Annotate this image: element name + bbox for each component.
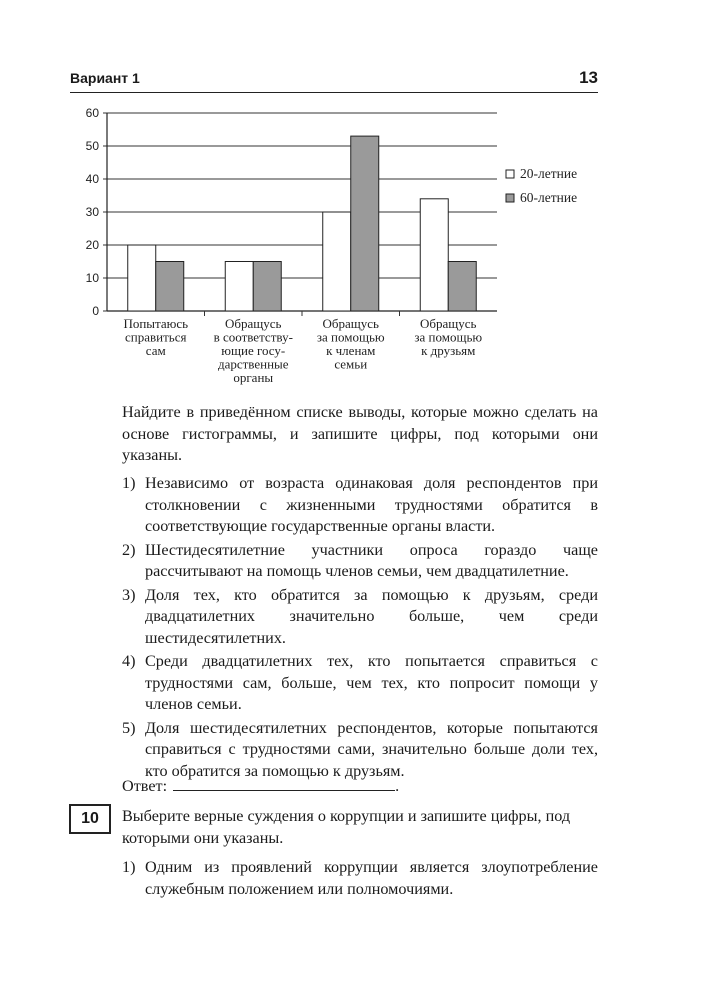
- variant-label: Вариант 1: [70, 70, 140, 86]
- category-label-line: дарственные: [217, 356, 289, 372]
- option-text: Одним из проявлений коррупции является злоупотребление служебным положением или полномочиями.: [145, 858, 598, 898]
- category-label-line: в соответству-: [213, 329, 293, 345]
- answer-row: [122, 774, 399, 796]
- category-label-line: за помощью: [414, 329, 483, 345]
- category-label: [214, 316, 293, 385]
- answer-end: .: [395, 777, 400, 795]
- y-tick-label: 20: [85, 238, 99, 252]
- category-label-line: Обращусь: [420, 316, 477, 331]
- option-text: Доля тех, кто обратится за помощью к друзьям, среди двадцатилетних значительно больше, чем среди шестидесятилетних.: [145, 585, 598, 647]
- legend-label: 60-летние: [520, 190, 578, 205]
- category-label: [123, 316, 188, 358]
- option-text: Среди двадцатилетних тех, кто попытается справиться с трудностями сам, больше, чем тех, кто попросит помощи у членов семьи.: [145, 652, 598, 713]
- y-tick-label: 60: [85, 106, 99, 120]
- category-label: [414, 316, 482, 358]
- category-label-line: семьи: [334, 356, 368, 372]
- category-label-line: за помощью: [316, 329, 385, 345]
- bar-series-20: [323, 212, 351, 311]
- bar-series-60: [253, 262, 281, 312]
- category-label-line: Обращусь: [322, 316, 379, 331]
- option-3: [122, 585, 598, 650]
- y-tick-label: 0: [92, 304, 99, 318]
- option-text: Независимо от возраста одинаковая доля респондентов при столкновении с жизненными трудностями обратится в соответствующие государственные органы власти.: [145, 474, 598, 535]
- legend-swatch: [506, 194, 514, 202]
- legend-swatch: [506, 170, 514, 178]
- bar-series-20: [128, 245, 156, 311]
- y-tick-label: 50: [85, 139, 99, 153]
- page-number: 13: [579, 68, 598, 87]
- question-intro: Найдите в приведённом списке выводы, которые можно сделать на основе гистограммы, и запишите цифры, под которыми они указаны.: [122, 403, 598, 464]
- option-5: [122, 718, 598, 783]
- bar-chart: [60, 100, 600, 400]
- task10-options: [122, 857, 598, 902]
- category-label-line: ющие госу-: [221, 343, 286, 358]
- task-number-box: 10: [69, 804, 111, 834]
- category-label-line: Попытаюсь: [123, 316, 189, 331]
- option-number: 4): [122, 652, 136, 670]
- option-1: [122, 473, 598, 538]
- answer-line[interactable]: [173, 774, 395, 791]
- bar-series-60: [448, 262, 476, 312]
- question-options: [122, 473, 598, 784]
- y-tick-label: 40: [85, 172, 99, 186]
- category-label-line: справиться: [125, 329, 187, 345]
- page-header: [70, 70, 598, 93]
- option-number: 5): [122, 718, 136, 737]
- option-number: 1): [122, 858, 136, 876]
- option-text: Доля шестидесятилетних респондентов, которые попытаются справиться с трудностями сами, значительно больше доли тех, кто обратится за помощью к друзьям.: [145, 718, 598, 780]
- bar-series-60: [156, 262, 184, 312]
- category-label-line: Обращусь: [225, 316, 282, 331]
- bar-series-20: [225, 262, 253, 312]
- category-label-line: органы: [233, 370, 274, 385]
- option-text: Шестидесятилетние участники опроса гораздо чаще рассчитывают на помощь членов семьи, чем двадцатилетние.: [145, 540, 598, 580]
- option-number: 2): [122, 540, 136, 559]
- answer-label: Ответ:: [122, 777, 168, 795]
- bar-series-20: [420, 199, 448, 311]
- category-label-line: к членам: [326, 343, 376, 358]
- task10-option-1: [122, 857, 598, 900]
- legend-label: 20-летние: [520, 166, 578, 181]
- category-label-line: сам: [145, 343, 166, 358]
- option-number: 1): [122, 474, 136, 492]
- option-4: [122, 651, 598, 716]
- category-label: [317, 316, 385, 372]
- option-number: 3): [122, 585, 136, 604]
- option-2: [122, 540, 598, 583]
- y-tick-label: 30: [85, 205, 99, 219]
- category-label-line: к друзьям: [421, 343, 476, 358]
- task10-text: Выберите верные суждения о коррупции и запишите цифры, под которыми они указаны.: [122, 807, 571, 847]
- bar-series-60: [351, 136, 379, 311]
- y-tick-label: 10: [85, 271, 99, 285]
